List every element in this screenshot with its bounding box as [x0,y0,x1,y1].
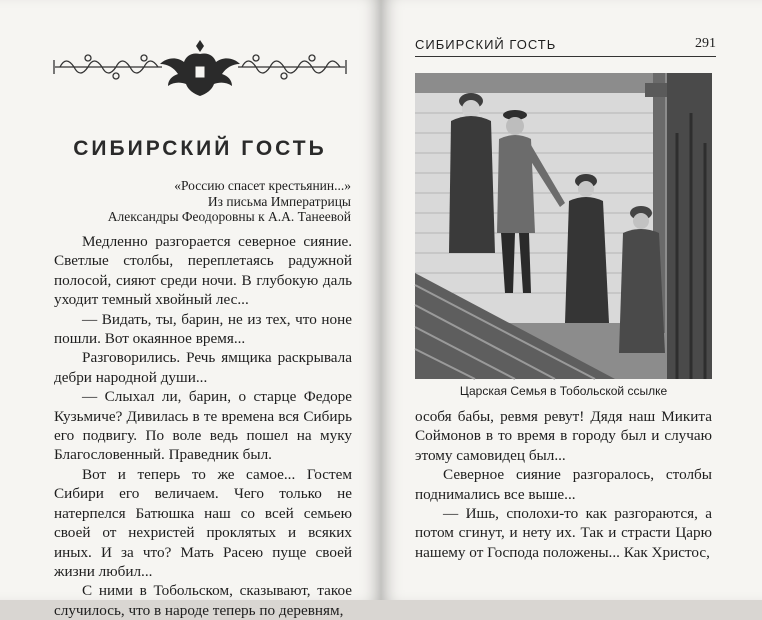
epigraph-quote: «Россию спасет крестьянин...» [174,178,351,193]
left-body-text [54,232,352,620]
paragraph-continued: особя бабы, ревмя ревут! Дядя наш Микита Соймонов в то время в городу был и случаю этому самовидец был... [415,408,712,464]
right-page [381,0,762,600]
page-number: 291 [695,36,716,51]
double-headed-eagle-ornament [50,38,350,96]
paragraph: Северное сияние разгоралось, столбы поднимались все выше... [415,466,712,503]
paragraph: — Слыхал ли, барин, о старце Федоре Кузьмиче? Дивилась в те времена вся Сибирь его подвигу. По воле ведь пошел на муку Благословенный. Праведник был. [54,388,352,464]
family-photo-illustration [415,73,712,379]
photo-caption: Царская Семья в Тобольской ссылке [459,384,668,398]
epigraph-source-line-2: Александры Феодоровны к А.А. Танеевой [107,209,351,224]
running-title: СИБИРСКИЙ ГОСТЬ [415,37,557,52]
chapter-title: СИБИРСКИЙ ГОСТЬ [73,137,327,160]
paragraph: Медленно разгорается северное сияние. Светлые столбы, переплетаясь радужной полосой, сияют среди ночи. В глубокую даль уходит темный хвойный лес... [54,233,352,309]
paragraph: Разговорились. Речь ямщика раскрывала дебри народной души... [54,349,352,386]
paragraph: — Видать, ты, барин, не из тех, что ноне пошли. Вот окаянное время... [54,310,352,348]
paragraph: Вот и теперь то же самое... Гостем Сибири его величаем. Чего только не натерпелся Батюшка наш со всей семьею своей от нехристей проклятых и всяких иных. И за что? Мать Расею пуще своей жизни любил... [54,465,352,580]
paragraph: С ними в Тобольском, сказывают, такое случилось, что в народе теперь по деревням, [54,582,352,619]
epigraph [61,178,351,225]
epigraph-source-line-1: Из письма Императрицы [207,193,351,209]
paragraph: — Ишь, сполохи-то как разгораются, а потом сгинут, и нету их. Так и страсти Царю нашему от Господа положены... Как Христос, [415,505,712,561]
left-page [0,0,381,619]
running-header [415,36,716,57]
right-body-text [415,407,712,562]
historical-photo [415,73,712,379]
